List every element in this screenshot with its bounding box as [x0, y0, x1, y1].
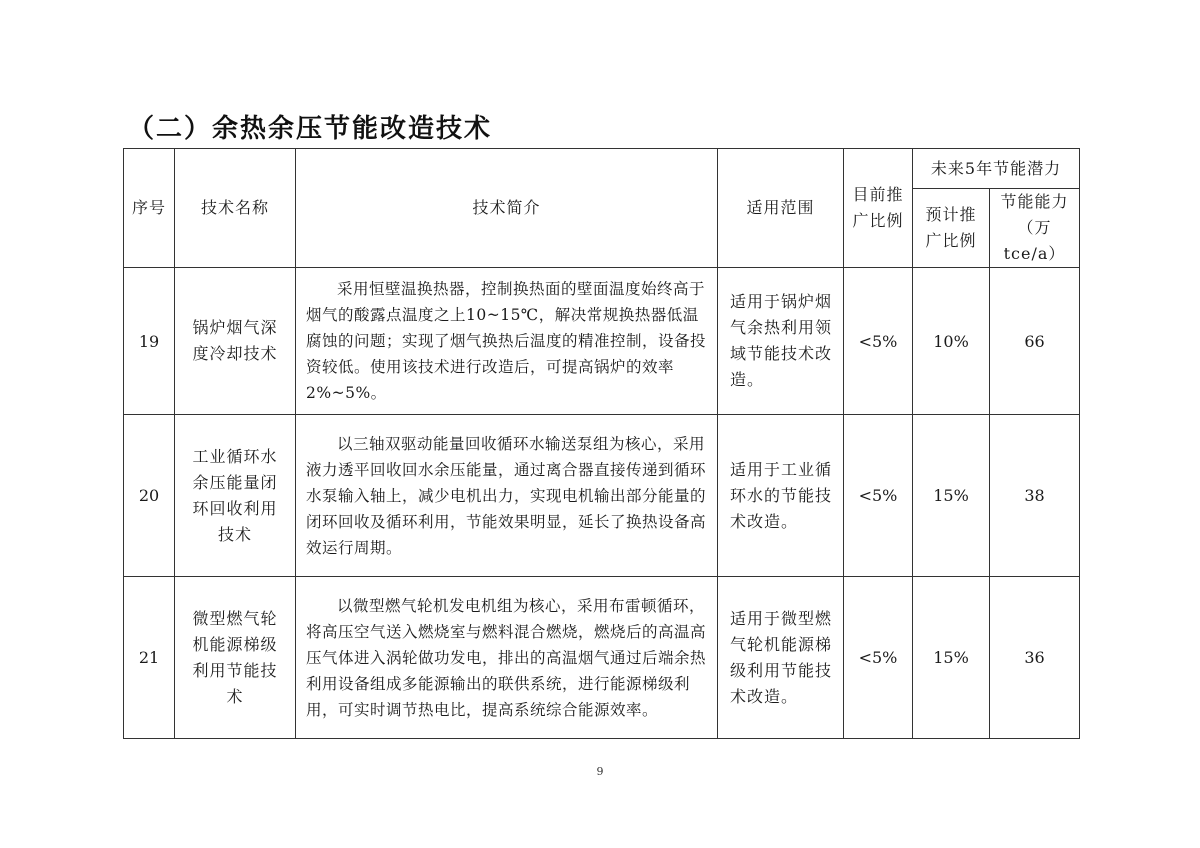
row-name: 工业循环水余压能量闭环回收利用技术: [175, 415, 296, 577]
header-seq: 序号: [124, 149, 175, 268]
row-saving: 66: [990, 268, 1080, 415]
row-expected-ratio: 10%: [913, 268, 990, 415]
row-intro: 以微型燃气轮机发电机组为核心，采用布雷顿循环，将高压空气送入燃烧室与燃料混合燃烧，燃烧后的高温高压气体进入涡轮做功发电，排出的高温烟气通过后端余热利用设备组成多能源输出的联供系统，进行能源梯级利用，可实时调节热电比，提高系统综合能源效率。: [296, 577, 718, 739]
row-seq: 21: [124, 577, 175, 739]
header-saving-capacity: 节能能力（万 tce/a）: [990, 189, 1080, 268]
header-scope: 适用范围: [718, 149, 844, 268]
section-title: （二）余热余压节能改造技术: [128, 114, 493, 144]
row-expected-ratio: 15%: [913, 577, 990, 739]
row-expected-ratio: 15%: [913, 415, 990, 577]
row-scope: 适用于工业循环水的节能技术改造。: [718, 415, 844, 577]
row-saving: 36: [990, 577, 1080, 739]
row-scope: 适用于锅炉烟气余热利用领域节能技术改造。: [718, 268, 844, 415]
row-name: 微型燃气轮机能源梯级利用节能技术: [175, 577, 296, 739]
row-name: 锅炉烟气深度冷却技术: [175, 268, 296, 415]
page-number: 9: [596, 765, 604, 778]
row-seq: 19: [124, 268, 175, 415]
header-name: 技术名称: [175, 149, 296, 268]
row-saving: 38: [990, 415, 1080, 577]
row-scope: 适用于微型燃气轮机能源梯级利用节能技术改造。: [718, 577, 844, 739]
header-intro: 技术简介: [296, 149, 718, 268]
row-intro: 采用恒壁温换热器，控制换热面的壁面温度始终高于烟气的酸露点温度之上10~15℃，解决常规换热器低温腐蚀的问题；实现了烟气换热后温度的精准控制，设备投资较低。使用该技术进行改造后，可提高锅炉的效率2%~5%。: [296, 268, 718, 415]
table-row: [124, 268, 1080, 415]
row-current-ratio: <5%: [844, 577, 913, 739]
header-future-group: 未来5年节能潜力: [913, 149, 1080, 189]
table-row: [124, 415, 1080, 577]
row-intro: 以三轴双驱动能量回收循环水输送泵组为核心，采用液力透平回收回水余压能量，通过离合器直接传递到循环水泵输入轴上，减少电机出力，实现电机输出部分能量的闭环回收及循环利用，节能效果明显，延长了换热设备高效运行周期。: [296, 415, 718, 577]
table-row: [124, 577, 1080, 739]
header-current-ratio: 目前推广比例: [844, 149, 913, 268]
header-expected-ratio: 预计推广比例: [913, 189, 990, 268]
technology-table: [123, 148, 1080, 739]
row-current-ratio: <5%: [844, 415, 913, 577]
header-row: [124, 149, 1080, 189]
row-seq: 20: [124, 415, 175, 577]
row-current-ratio: <5%: [844, 268, 913, 415]
